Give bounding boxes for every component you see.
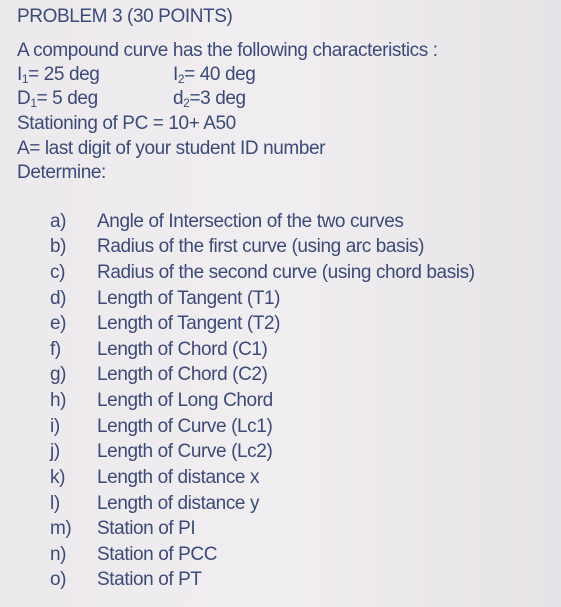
given-d2-symbol: d [173, 88, 184, 109]
given-d1-value: = 5 deg [36, 88, 98, 109]
problem-heading: PROBLEM 3 (30 POINTS) [17, 6, 233, 27]
given-i2-symbol: I [173, 64, 178, 85]
list-item-text: Length of Long Chord [97, 390, 273, 411]
list-item-text: Length of Curve (Lc2) [97, 441, 273, 462]
problem-intro: A compound curve has the following characteristics : [17, 40, 438, 61]
list-item-text: Length of distance x [97, 467, 260, 488]
given-d2 [173, 88, 246, 110]
list-item-label: k) [50, 467, 66, 488]
list-item-label: h) [50, 390, 67, 411]
list-item-label: l) [50, 493, 60, 514]
determine-text: Determine: [17, 162, 106, 183]
list-item-text: Length of Curve (Lc1) [97, 416, 273, 437]
list-item-label: c) [50, 262, 66, 283]
list-item-text: Length of Chord (C2) [97, 364, 268, 385]
list-item-text: Length of Tangent (T2) [97, 313, 281, 334]
list-item-label: i) [50, 416, 60, 437]
list-item-text: Length of Chord (C1) [97, 339, 268, 360]
given-d2-sub: 2 [183, 96, 190, 110]
list-item-label: j) [50, 441, 60, 462]
given-i2-value: = 40 deg [184, 64, 256, 85]
given-d2-value: =3 deg [189, 88, 246, 109]
given-d1 [17, 88, 98, 110]
list-item-text: Station of PI [97, 518, 196, 539]
list-item-text: Radius of the first curve (using arc basis) [97, 236, 425, 257]
list-item-text: Radius of the second curve (using chord basis) [97, 262, 475, 283]
stationing-text: Stationing of PC = 10+ A50 [17, 113, 236, 134]
list-item-label: g) [50, 364, 67, 385]
given-i1-sub: 1 [21, 72, 29, 86]
list-item-label: n) [50, 544, 67, 565]
list-item-label: a) [50, 211, 67, 232]
given-i2-sub: 2 [177, 72, 185, 86]
given-i1 [17, 64, 99, 86]
list-item-text: Station of PT [97, 569, 202, 590]
list-item-text: Station of PCC [97, 544, 218, 565]
a-definition-text: A= last digit of your student ID number [17, 138, 326, 159]
list-item-label: d) [50, 288, 67, 309]
list-item-text: Angle of Intersection of the two curves [97, 211, 404, 232]
given-i1-symbol: I [17, 64, 22, 85]
given-d1-symbol: D [17, 88, 31, 109]
given-d1-sub: 1 [30, 96, 37, 110]
list-item-label: e) [50, 313, 67, 334]
list-item-label: o) [50, 569, 67, 590]
list-item-text: Length of Tangent (T1) [97, 288, 281, 309]
list-item-label: m) [50, 518, 72, 539]
list-item-label: b) [50, 236, 67, 257]
list-item-label: f) [50, 339, 61, 360]
given-i2 [173, 64, 255, 86]
given-i1-value: = 25 deg [28, 64, 100, 85]
list-item-text: Length of distance y [97, 493, 260, 514]
